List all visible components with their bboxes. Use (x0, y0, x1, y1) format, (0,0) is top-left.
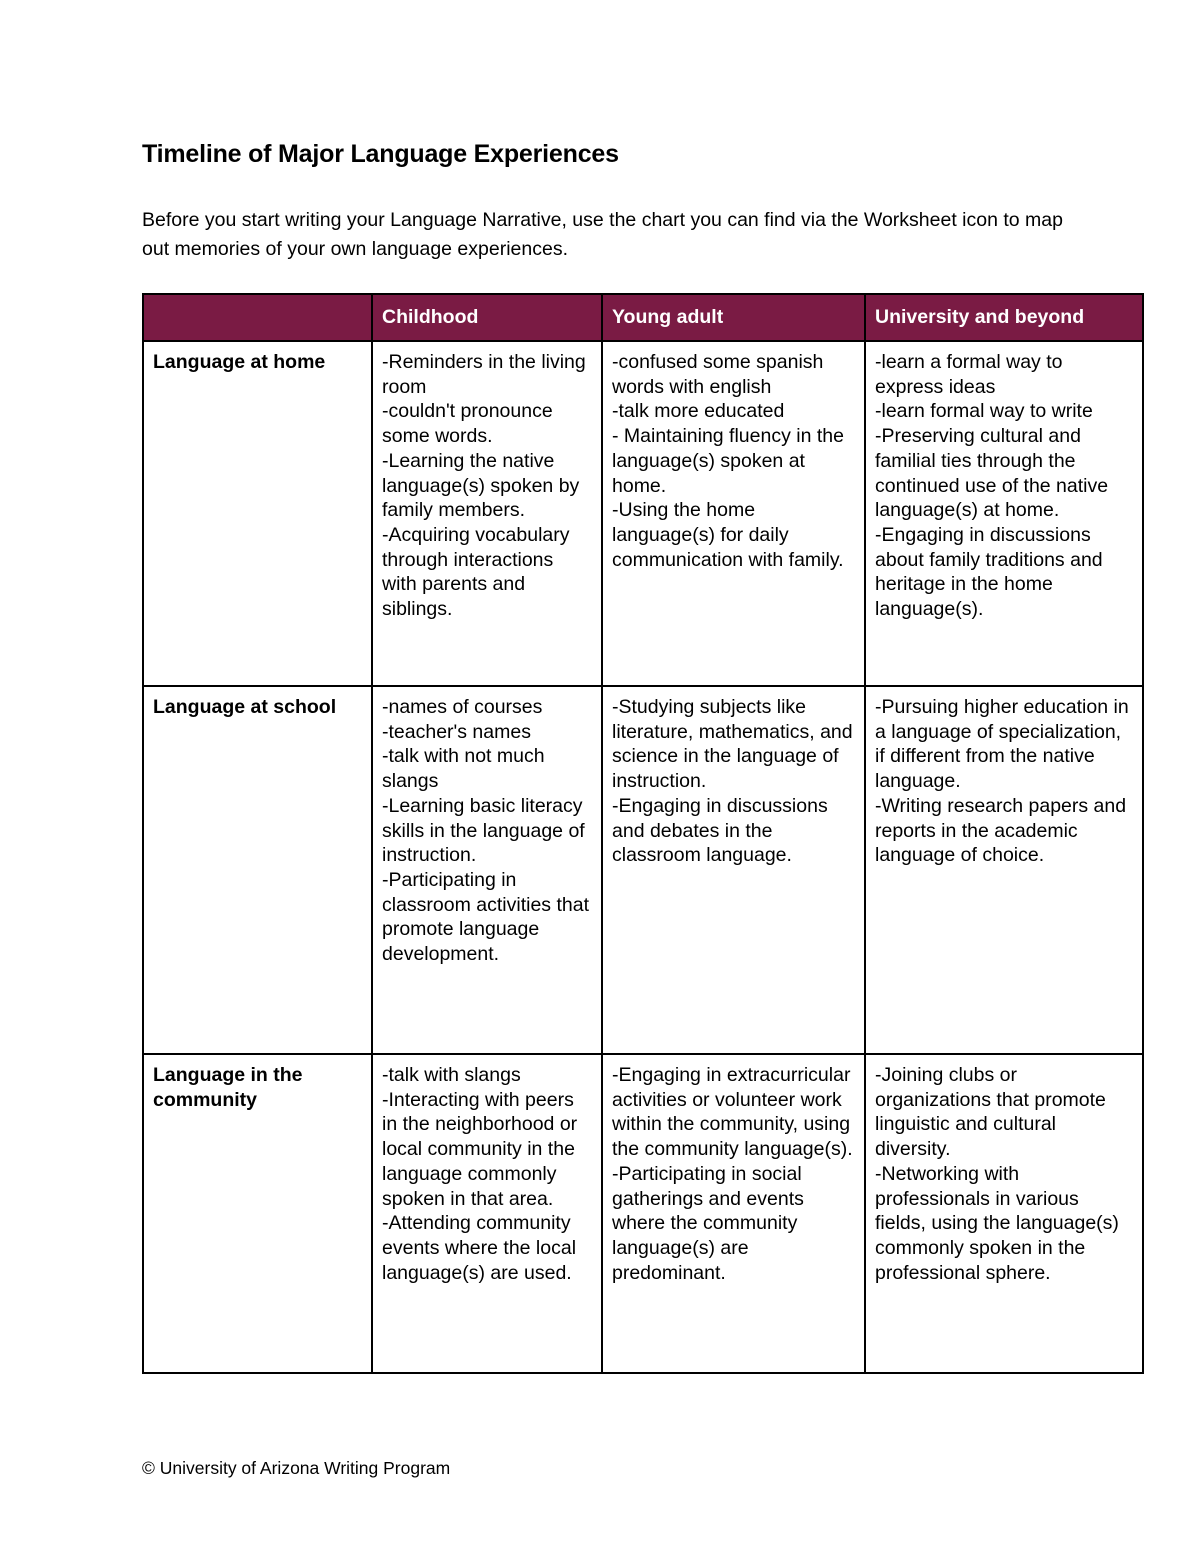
table-cell (865, 686, 1143, 1054)
cell-entry: -Preserving cultural and familial ties through the continued use of the native language(s) at home. (875, 425, 1109, 522)
cell-entry: -Reminders in the living room (382, 351, 586, 398)
page-title: Timeline of Major Language Experiences (142, 140, 619, 168)
cell-entry: -Pursuing higher education in a language of specialization, if different from the native language. (875, 696, 1129, 793)
table-cell (865, 1054, 1143, 1373)
cell-entry: -Participating in social gatherings and events where the community language(s) are predominant. (612, 1162, 804, 1284)
table-header-row (143, 294, 1143, 341)
table-cell (602, 1054, 865, 1373)
table-row (143, 686, 1143, 1054)
cell-entry: -Joining clubs or organizations that promote linguistic and cultural diversity. (875, 1064, 1106, 1161)
table-cell (602, 341, 865, 686)
table-body (143, 341, 1143, 1373)
row-label: Language at home (143, 341, 372, 686)
cell-entry: -couldn't pronounce some words. (382, 400, 553, 448)
row-label: Language at school (143, 686, 372, 1054)
cell-entry: -talk with not much slangs (382, 745, 545, 793)
header-young-adult: Young adult (602, 294, 865, 341)
cell-entry: -Using the home language(s) for daily communication with family. (612, 499, 844, 571)
cell-entry: -Interacting with peers in the neighborhood or local community in the language commonly spoken in that area. (382, 1088, 578, 1210)
table-cell (602, 686, 865, 1054)
cell-entry: -talk more educated (612, 400, 785, 423)
row-label: Language in the community (143, 1054, 372, 1373)
cell-entry: -Engaging in discussions and debates in the classroom language. (612, 794, 828, 867)
table-cell (865, 341, 1143, 686)
cell-entry: - Maintaining fluency in the language(s) spoken at home. (612, 425, 844, 497)
cell-entry: -Networking with professionals in various fields, using the language(s) commonly spoken in the professional sphere. (875, 1162, 1119, 1284)
timeline-table (142, 293, 1144, 1374)
table-row (143, 1054, 1143, 1373)
cell-entry: -Attending community events where the local language(s) are used. (382, 1212, 577, 1284)
table-cell (372, 686, 602, 1054)
cell-entry: -Participating in classroom activities that promote language development. (382, 868, 589, 966)
header-corner-cell (143, 294, 372, 341)
table-cell (372, 1054, 602, 1373)
cell-entry: -Acquiring vocabulary through interactions with parents and siblings. (382, 523, 570, 621)
cell-entry: -teacher's names (382, 720, 531, 743)
copyright-footer: © University of Arizona Writing Program (142, 1458, 451, 1478)
cell-entry: -Writing research papers and reports in the academic language of choice. (875, 794, 1127, 867)
cell-entry: -names of courses (382, 696, 543, 718)
header-university-and-beyond: University and beyond (865, 294, 1143, 341)
cell-entry: -Studying subjects like literature, mathematics, and science in the language of instruction. (612, 696, 853, 793)
header-childhood: Childhood (372, 294, 602, 341)
table-row (143, 341, 1143, 686)
cell-entry: -Engaging in extracurricular activities or volunteer work within the community, using the community language(s). (612, 1064, 853, 1161)
cell-entry: -Learning basic literacy skills in the language of instruction. (382, 794, 585, 867)
cell-entry: -talk with slangs (382, 1064, 521, 1086)
table-cell (372, 341, 602, 686)
cell-entry: -Learning the native language(s) spoken by family members. (382, 449, 580, 522)
cell-entry: -learn formal way to write (875, 400, 1093, 423)
cell-entry: -learn a formal way to express ideas (875, 351, 1063, 398)
cell-entry: -Engaging in discussions about family traditions and heritage in the home language(s). (875, 523, 1103, 621)
intro-paragraph: Before you start writing your Language Narrative, use the chart you can find via the Worksheet icon to map out memories of your own language experiences. (142, 209, 1063, 260)
cell-entry: -confused some spanish words with english (612, 351, 824, 398)
